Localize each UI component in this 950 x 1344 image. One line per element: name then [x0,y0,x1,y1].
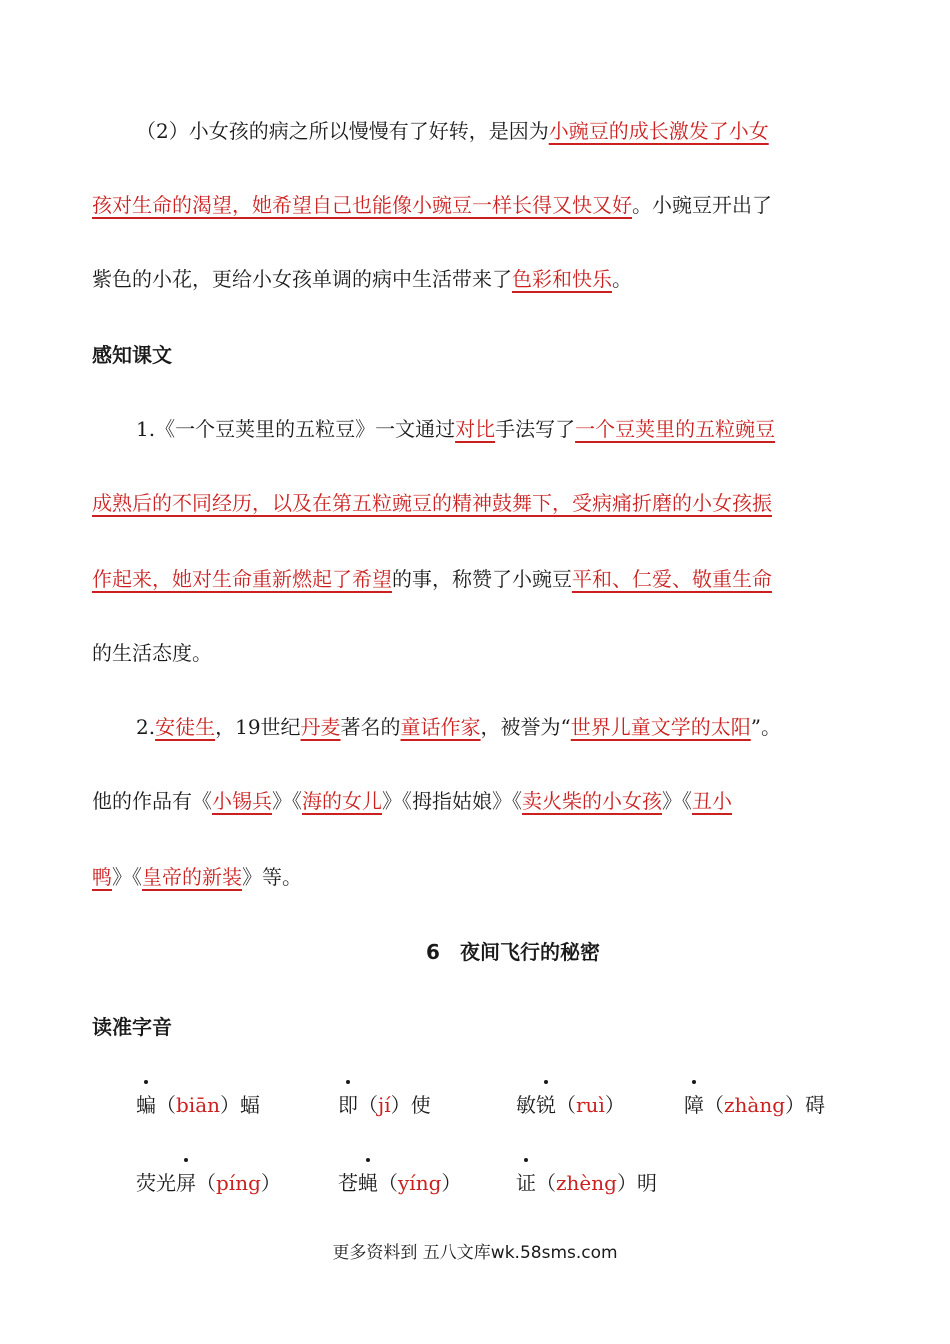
pinyin-text: píng [216,1171,261,1195]
text: 使 [410,1093,431,1117]
pinyin-text: zhèng [556,1171,617,1195]
answer-text: 世界儿童文学的太阳 [570,715,751,739]
text: ，被誉为“ [480,715,571,739]
dotted-char: 蝙 [136,1090,156,1120]
section-heading-perception: 感知课文 [92,343,172,367]
dotted-char: 屏 [176,1168,196,1198]
dotted-char: 障 [684,1090,704,1120]
footer-watermark: 更多资料到 五八文库wk.58sms.com [332,1243,618,1263]
section-heading-pronunciation: 读准字音 [92,1015,172,1039]
text: 》《 [662,789,692,813]
question-1-line-4 [92,638,212,668]
pinyin-item: 苍蝇（yíng） [338,1168,461,1198]
answer-text: 成熟后的不同经历，以及在第五粒豌豆的精神鼓舞下，受病痛折磨的小女孩振 [92,491,772,515]
text: 蝠 [240,1093,261,1117]
question-2-line-3 [92,862,302,892]
answer-text: 童话作家 [400,715,481,739]
pinyin-item: 证（zhèng）明 [516,1168,657,1198]
answer-text: 鸭 [92,865,112,889]
text: 。小豌豆开出了 [632,193,772,217]
answer-text: 小豌豆的成长激发了小女 [548,119,769,143]
answer-text: 一个豆荚里的五粒豌豆 [575,417,776,441]
text: 手法写了 [495,417,576,441]
dotted-char: 蝇 [358,1168,378,1198]
lesson-title: 6 夜间飞行的秘密 [426,940,600,964]
pinyin-item: 即（jí）使 [338,1090,431,1120]
text: 苍 [338,1171,358,1195]
answer-text: 色彩和快乐 [512,267,612,291]
text: 》等。 [242,865,302,889]
text: 。 [612,267,632,291]
pinyin-text: ruì [576,1093,605,1117]
text: 2. [136,715,156,739]
pinyin-item: 敏锐（ruì） [516,1090,625,1120]
dotted-char: 即 [338,1090,358,1120]
text: 明 [636,1171,657,1195]
text: 碍 [805,1093,826,1117]
text: 著名的 [340,715,401,739]
pinyin-text: biān [176,1093,221,1117]
question-1-line-1 [92,414,775,444]
question-1-line-2 [92,488,772,518]
paragraph-2-line-3 [92,264,632,294]
pinyin-item: 障（zhàng）碍 [684,1090,825,1120]
text: 》《拇指姑娘》《 [382,789,522,813]
answer-text: 丑小 [692,789,732,813]
text: ，19世纪 [215,715,301,739]
answer-text: 对比 [455,417,496,441]
answer-text: 丹麦 [300,715,341,739]
pinyin-text: yíng [398,1171,442,1195]
paragraph-2-line-1 [92,116,769,146]
question-1-line-3 [92,564,772,594]
text: 的生活态度。 [92,641,212,665]
pinyin-text: jí [378,1093,391,1117]
answer-text: 海的女儿 [302,789,382,813]
pinyin-text: zhàng [724,1093,786,1117]
answer-text: 平和、仁爱、敬重生命 [572,567,772,591]
text: 的事，称赞了小豌豆 [392,567,572,591]
text: 紫色的小花，更给小女孩单调的病中生活带来了 [92,267,512,291]
dotted-char: 证 [516,1168,536,1198]
paragraph-2-line-2 [92,190,772,220]
question-2-line-1 [92,712,781,742]
text: 》《 [272,789,302,813]
answer-text: 皇帝的新装 [142,865,242,889]
text: 》《 [112,865,142,889]
answer-text: 孩对生命的渴望，她希望自己也能像小豌豆一样长得又快又好 [92,193,632,217]
question-2-line-2 [92,786,732,816]
answer-text: 作起来，她对生命重新燃起了希望 [92,567,392,591]
dotted-char: 锐 [536,1090,556,1120]
pinyin-item: 荧光屏（píng） [136,1168,281,1198]
text: 荧光 [136,1171,176,1195]
text: （2）小女孩的病之所以慢慢有了好转，是因为 [136,119,549,143]
text: 1.《一个豆荚里的五粒豆》一文通过 [136,417,456,441]
answer-text: 小锡兵 [212,789,272,813]
answer-text: 安徒生 [155,715,216,739]
text: ”。 [750,715,782,739]
text: 他的作品有《 [92,789,212,813]
text: 敏 [516,1093,536,1117]
answer-text: 卖火柴的小女孩 [522,789,662,813]
pinyin-item: 蝙（biān）蝠 [136,1090,260,1120]
